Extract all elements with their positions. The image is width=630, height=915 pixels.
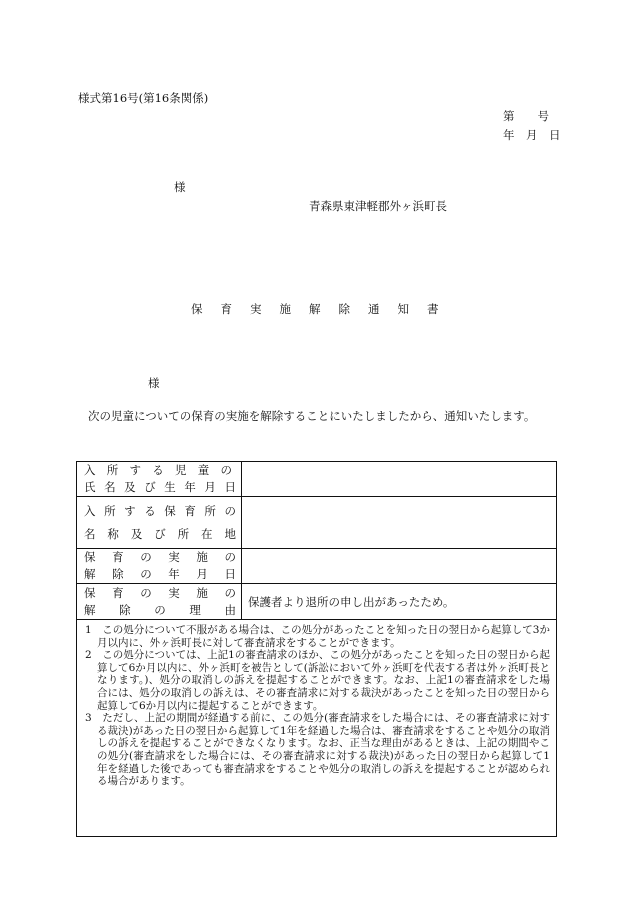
label-child-name <box>77 462 242 497</box>
document-title: 保育実施解除通知書 <box>191 302 457 316</box>
label-line: 名 称 及 び 所 在 地 <box>84 526 236 541</box>
date-line: 年 月 日 <box>503 128 561 142</box>
value-nursery <box>242 497 557 549</box>
note-item: 2 この処分については、上記1の審査請求のほか、この処分があったことを知った日の翌日から起算して6か月以内に、外ヶ浜町を被告として(訴訟において外ヶ浜町を代表する者は外ヶ浜町長となります。)、処分の取消しの訴えを提起することができます。なお、上記1の審査請求をした場合には、処分の取消しの訴えは、その審査請求に対する裁決があったことを知った日の翌日から起算して6か月以内に提起することができます。 <box>85 649 550 712</box>
body-text: 次の児童についての保育の実施を解除することにいたしましたから、通知いたします。 <box>88 409 536 423</box>
form-number: 様式第16号(第16条関係) <box>78 91 209 105</box>
recipient-honorific-body: 様 <box>148 376 160 390</box>
issuer-name: 青森県東津軽郡外ヶ浜町長 <box>309 199 447 213</box>
recipient-honorific-top: 様 <box>174 180 186 194</box>
value-cancel-date <box>242 549 557 584</box>
notes-box <box>76 619 557 837</box>
label-line: 氏 名 及 び 生 年 月 日 <box>84 480 236 494</box>
value-child-name <box>242 462 557 497</box>
note-item: 3 ただし、上記の期間が経過する前に、この処分(審査請求をした場合には、その審査請求に対する裁決)があった日の翌日から起算して1年を経過した場合は、審査請求をすることや処分の取消しの訴えを提起することができなくなります。なお、正当な理由があるときは、上記の期間やこの処分(審査請求をした場合には、その審査請求に対する裁決)があった日の翌日から起算して1年を経過した後であっても審査請求をすることや処分の取消しの訴えを提起することが認められる場合があります。 <box>85 712 550 788</box>
table-row <box>77 497 557 549</box>
label-line: 解 除 の 理 由 <box>84 602 236 617</box>
label-line: 入 所 す る 保 育 所 の <box>84 503 236 518</box>
table-row <box>77 584 557 620</box>
note-item: 1 この処分について不服がある場合は、この処分があったことを知った日の翌日から起算して3か月以内に、外ヶ浜町長に対して審査請求をすることができます。 <box>85 624 550 649</box>
label-nursery <box>77 497 242 549</box>
label-cancel-date <box>77 549 242 584</box>
info-table <box>76 461 557 620</box>
document-number-line: 第 号 <box>503 109 549 123</box>
label-line: 保 育 の 実 施 の <box>84 585 236 600</box>
table-row <box>77 462 557 497</box>
value-cancel-reason: 保護者より退所の申し出があったため。 <box>242 584 557 620</box>
label-line: 入 所 す る 児 童 の <box>84 463 232 477</box>
label-line: 解 除 の 年 月 日 <box>84 567 236 581</box>
table-row <box>77 549 557 584</box>
label-line: 保 育 の 実 施 の <box>84 550 236 564</box>
label-cancel-reason <box>77 584 242 620</box>
